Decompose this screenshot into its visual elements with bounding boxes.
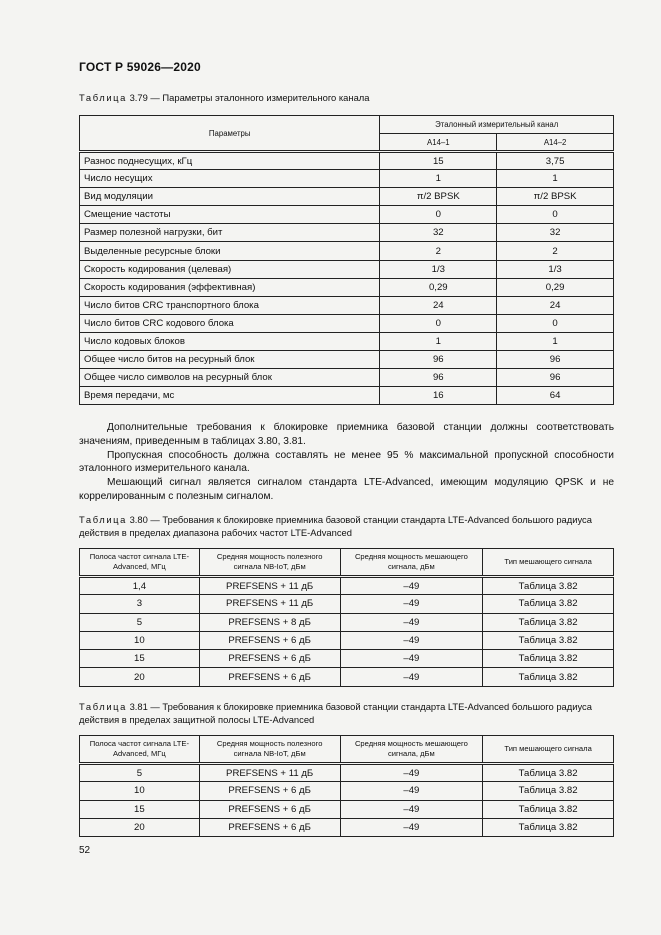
table-row [80,631,614,649]
header-cell: Средняя мощность полезного сигнала NB-IoT, дБм [199,736,340,764]
table-cell: PREFSENS + 6 дБ [199,782,340,800]
table-cell: PREFSENS + 6 дБ [199,800,340,818]
table-cell: –49 [340,631,483,649]
table-row [80,314,614,332]
table-cell: –49 [340,613,483,631]
param-cell: Разнос поднесущих, кГц [80,152,380,170]
caption-label: Таблица [79,701,127,712]
table-row [80,332,614,350]
value-cell-a14-2: 0 [497,314,614,332]
table-cell: PREFSENS + 6 дБ [199,631,340,649]
table-cell: Таблица 3.82 [483,764,614,782]
table-379-caption [79,92,369,105]
value-cell-a14-2: 64 [497,387,614,405]
table-cell: 1,4 [80,577,200,595]
caption-text: 3.80 — Требования к блокировке приемника базовой станции стандарта LTE-Advanced большого радиуса действия в пределах диапазона рабочих частот LTE-Advanced [79,514,592,538]
document-header: ГОСТ Р 59026—2020 [79,60,201,74]
table-cell: Таблица 3.82 [483,818,614,836]
table-cell: Таблица 3.82 [483,631,614,649]
value-cell-a14-2: 96 [497,351,614,369]
table-row [80,278,614,296]
header-reference-channel: Эталонный измерительный канал [380,116,614,134]
table-row [80,818,614,836]
table-cell: Таблица 3.82 [483,668,614,686]
header-cell: Тип мешающего сигнала [483,549,614,577]
param-cell: Общее число символов на ресурный блок [80,369,380,387]
body-text [79,421,614,504]
header-cell: Тип мешающего сигнала [483,736,614,764]
table-cell: Таблица 3.82 [483,613,614,631]
table-cell: –49 [340,668,483,686]
paragraph-2: Пропускная способность должна составлять не менее 95 % максимальной пропускной способности эталонного измерительного канала. [79,449,614,475]
table-cell: 10 [80,631,200,649]
table-381-caption [79,701,614,726]
table-cell: 20 [80,668,200,686]
table-cell: PREFSENS + 8 дБ [199,613,340,631]
table-cell: PREFSENS + 6 дБ [199,818,340,836]
param-cell: Выделенные ресурсные блоки [80,242,380,260]
table-cell: Таблица 3.82 [483,595,614,613]
table-cell: Таблица 3.82 [483,800,614,818]
table-380 [79,548,614,687]
table-row [80,351,614,369]
value-cell-a14-1: 0,29 [380,278,497,296]
value-cell-a14-1: 24 [380,296,497,314]
paragraph-3: Мешающий сигнал является сигналом стандарта LTE-Advanced, имеющим модуляцию QPSK и не коррелированным с полезным сигналом. [79,477,614,502]
table-380-header-row [80,549,614,577]
table-row [80,260,614,278]
value-cell-a14-2: 24 [497,296,614,314]
param-cell: Общее число битов на ресурный блок [80,351,380,369]
value-cell-a14-2: 0,29 [497,278,614,296]
header-cell: Средняя мощность полезного сигнала NB-IoT, дБм [199,549,340,577]
table-row [80,206,614,224]
param-cell: Число кодовых блоков [80,332,380,350]
table-cell: –49 [340,800,483,818]
table-cell: 3 [80,595,200,613]
value-cell-a14-1: 15 [380,152,497,170]
value-cell-a14-1: 96 [380,369,497,387]
table-row [80,188,614,206]
caption-text: 3.81 — Требования к блокировке приемника базовой станции стандарта LTE-Advanced большого радиуса действия в пределах защитной полосы LTE-Advanced [79,701,592,725]
table-row [80,387,614,405]
value-cell-a14-2: 1/3 [497,260,614,278]
param-cell: Число несущих [80,170,380,188]
table-row [80,224,614,242]
value-cell-a14-1: 1 [380,170,497,188]
value-cell-a14-2: 1 [497,170,614,188]
value-cell-a14-1: π/2 BPSK [380,188,497,206]
table-row [80,170,614,188]
param-cell: Смещение частоты [80,206,380,224]
table-cell: 15 [80,800,200,818]
table-cell: PREFSENS + 11 дБ [199,764,340,782]
table-row [80,764,614,782]
param-cell: Скорость кодирования (эффективная) [80,278,380,296]
paragraph-1: Дополнительные требования к блокировке приемника базовой станции должны соответствовать значениям, приведенным в таблицах 3.80, 3.81. [79,422,614,447]
table-row [80,152,614,170]
table-380-caption [79,514,614,539]
table-cell: –49 [340,782,483,800]
table-381-body [80,764,614,837]
table-cell: 5 [80,613,200,631]
table-cell: –49 [340,577,483,595]
table-cell: –49 [340,764,483,782]
table-row [80,613,614,631]
header-cell: Полоса частот сигнала LTE-Advanced, МГц [80,549,200,577]
page-number: 52 [79,845,91,856]
value-cell-a14-1: 2 [380,242,497,260]
header-cell: Средняя мощность мешающего сигнала, дБм [340,736,483,764]
table-cell: PREFSENS + 11 дБ [199,595,340,613]
param-cell: Число битов CRC кодового блока [80,314,380,332]
param-cell: Вид модуляции [80,188,380,206]
caption-label: Таблица [79,92,127,103]
param-cell: Скорость кодирования (целевая) [80,260,380,278]
table-cell: Таблица 3.82 [483,650,614,668]
table-cell: 10 [80,782,200,800]
table-cell: –49 [340,595,483,613]
header-cell: Полоса частот сигнала LTE-Advanced, МГц [80,736,200,764]
table-380-body [80,577,614,687]
value-cell-a14-1: 32 [380,224,497,242]
caption-text: 3.79 — Параметры эталонного измерительного канала [126,92,370,103]
header-parameters: Параметры [80,116,380,152]
header-cell: Средняя мощность мешающего сигнала, дБм [340,549,483,577]
value-cell-a14-2: 0 [497,206,614,224]
table-381 [79,735,614,837]
table-cell: –49 [340,650,483,668]
value-cell-a14-1: 96 [380,351,497,369]
table-cell: PREFSENS + 6 дБ [199,650,340,668]
table-row [80,650,614,668]
caption-label: Таблица [79,514,127,525]
value-cell-a14-1: 16 [380,387,497,405]
table-row [80,800,614,818]
param-cell: Размер полезной нагрузки, бит [80,224,380,242]
table-row [80,296,614,314]
param-cell: Время передачи, мс [80,387,380,405]
header-a14-2: A14–2 [497,134,614,152]
table-cell: –49 [340,818,483,836]
header-a14-1: A14–1 [380,134,497,152]
param-cell: Число битов CRC транспортного блока [80,296,380,314]
value-cell-a14-2: 96 [497,369,614,387]
table-cell: 15 [80,650,200,668]
table-cell: PREFSENS + 11 дБ [199,577,340,595]
table-row [80,782,614,800]
table-cell: Таблица 3.82 [483,782,614,800]
value-cell-a14-2: π/2 BPSK [497,188,614,206]
table-cell: 5 [80,764,200,782]
value-cell-a14-2: 1 [497,332,614,350]
value-cell-a14-1: 0 [380,314,497,332]
value-cell-a14-2: 3,75 [497,152,614,170]
table-381-header-row [80,736,614,764]
table-cell: PREFSENS + 6 дБ [199,668,340,686]
table-row [80,595,614,613]
table-row [80,242,614,260]
table-row [80,668,614,686]
table-cell: Таблица 3.82 [483,577,614,595]
table-379-body [80,152,614,405]
table-row [80,369,614,387]
table-cell: 20 [80,818,200,836]
value-cell-a14-1: 1 [380,332,497,350]
value-cell-a14-2: 32 [497,224,614,242]
value-cell-a14-1: 1/3 [380,260,497,278]
value-cell-a14-2: 2 [497,242,614,260]
table-379 [79,115,614,405]
value-cell-a14-1: 0 [380,206,497,224]
table-row [80,577,614,595]
